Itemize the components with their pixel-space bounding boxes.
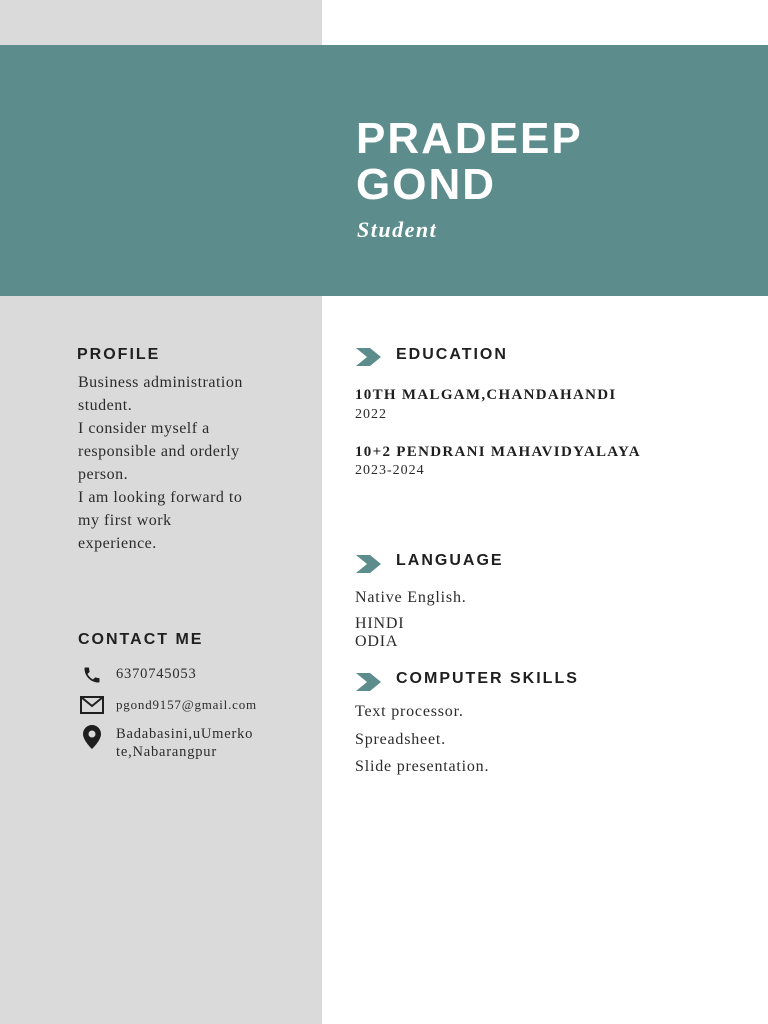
skill-item: Spreadsheet. (355, 731, 446, 748)
language-heading: LANGUAGE (396, 552, 504, 569)
contact-phone-row (80, 663, 197, 687)
profile-line: my first work (78, 512, 172, 529)
language-item: Native English. (355, 589, 467, 606)
email-icon (80, 693, 104, 717)
job-title: Student (357, 217, 438, 242)
full-name (356, 116, 756, 208)
education-item-title: 10TH MALGAM,CHANDAHANDI (355, 387, 617, 403)
chevron-right-icon (356, 555, 382, 573)
chevron-right-icon (356, 673, 382, 691)
education-item-year: 2022 (355, 407, 387, 422)
address-line: Badabasini,uUmerko (116, 726, 254, 742)
contact-heading: CONTACT ME (78, 631, 204, 648)
language-item: HINDI (355, 615, 405, 632)
education-heading: EDUCATION (396, 346, 508, 363)
profile-text (78, 371, 278, 555)
profile-line: responsible and orderly (78, 443, 240, 460)
location-pin-icon (80, 725, 104, 749)
skill-item: Text processor. (355, 703, 464, 720)
language-item: ODIA (355, 633, 399, 650)
profile-line: person. (78, 466, 129, 483)
education-item-title: 10+2 PENDRANI MAHAVIDYALAYA (355, 444, 641, 460)
contact-email-row (80, 693, 257, 717)
profile-heading: PROFILE (77, 346, 161, 363)
address (116, 725, 253, 761)
profile-line: I am looking forward to (78, 489, 243, 506)
last-name: GOND (356, 160, 496, 209)
contact-address-row (80, 725, 253, 761)
phone-icon (80, 663, 104, 687)
profile-line: experience. (78, 535, 157, 552)
profile-line: student. (78, 397, 133, 414)
computer-skills-heading: COMPUTER SKILLS (396, 670, 579, 687)
profile-line: I consider myself a (78, 420, 210, 437)
chevron-right-icon (356, 348, 382, 366)
education-item-year: 2023-2024 (355, 463, 425, 478)
email-address: pgond9157@gmail.com (116, 697, 257, 712)
skill-item: Slide presentation. (355, 758, 490, 775)
phone-number: 6370745053 (116, 666, 197, 682)
first-name: PRADEEP (356, 114, 583, 163)
profile-line: Business administration (78, 374, 243, 391)
address-line: te,Nabarangpur (116, 744, 217, 760)
